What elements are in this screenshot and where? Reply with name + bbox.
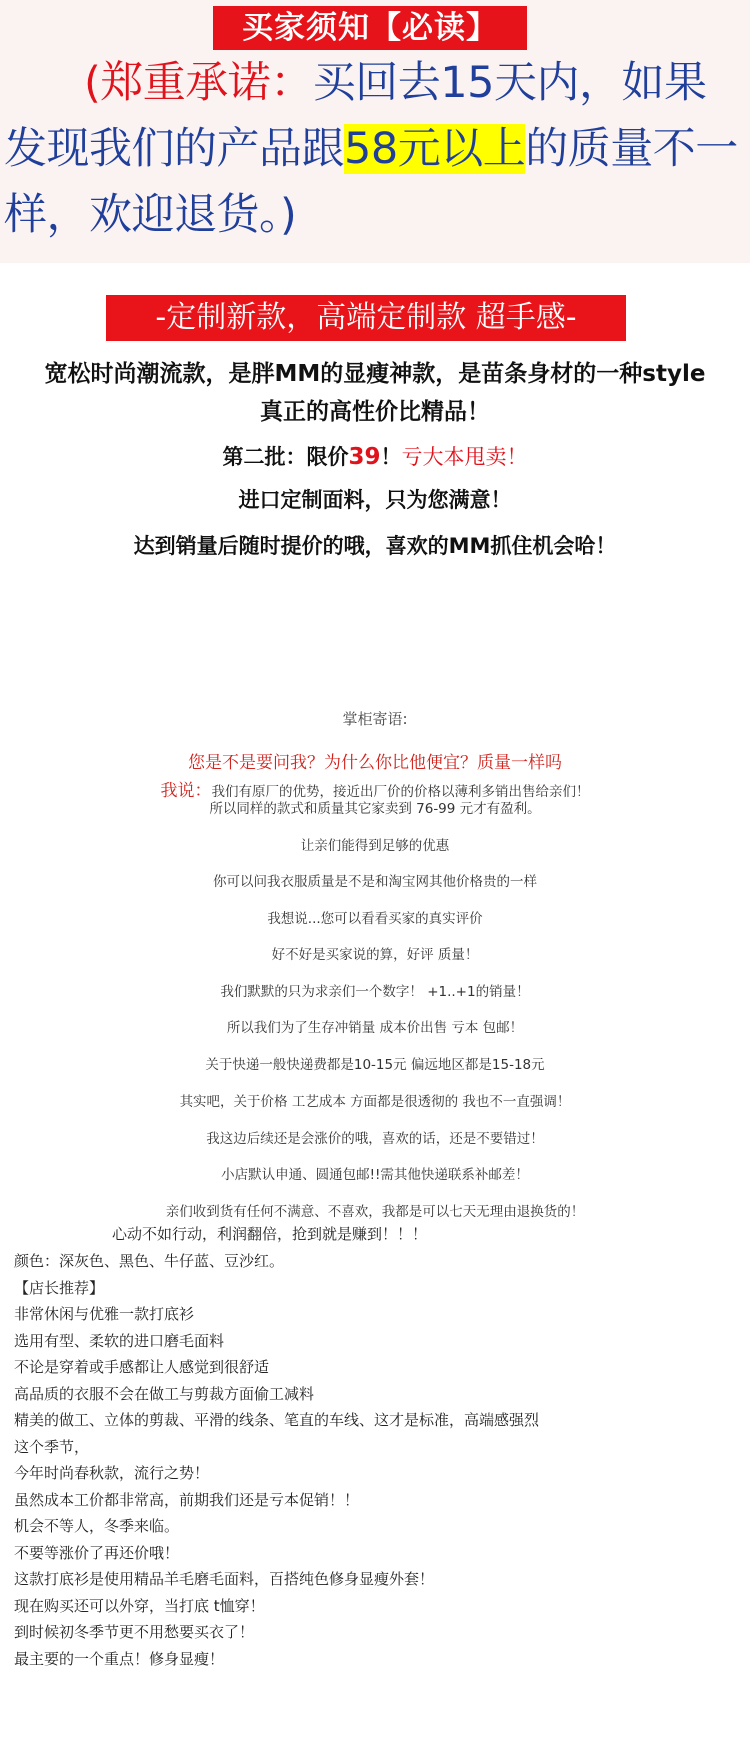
i-say-label: 我说： bbox=[160, 781, 212, 801]
notice-title: 买家须知【必读】 bbox=[213, 6, 527, 50]
detail-line: 精美的做工、立体的剪裁、平滑的线条、笔直的车线、这才是标准，高端感强烈 bbox=[14, 1411, 540, 1429]
detail-line: 现在购买还可以外穿，当打底 t恤穿！ bbox=[14, 1596, 265, 1615]
shopkeeper-line: 你可以问我衣服质量是不是和淘宝网其他价格贵的一样 bbox=[213, 874, 537, 890]
detail-line: 最主要的一个重点！修身显瘦！ bbox=[14, 1649, 225, 1668]
detail-line: 颜色：深灰色、黑色、牛仔蓝、豆沙红。 bbox=[14, 1252, 285, 1270]
notice-text-1: 买回去15天内，如果发现我们的产品跟 bbox=[4, 58, 707, 174]
notice-promise-label: 郑重承诺： bbox=[100, 58, 313, 108]
shopkeeper-line: 小店默认申通、圆通包邮!!需其他快递联系补邮差！ bbox=[221, 1167, 529, 1183]
shopkeeper-line: 所以同样的款式和质量其它家卖到 76-99 元才有盈利。 bbox=[209, 801, 541, 817]
shopkeeper-line: 好不好是买家说的算，好评 质量！ bbox=[271, 947, 479, 963]
shopkeeper-line: 其实吧，关于价格 工艺成本 方面都是很透彻的 我也不一直强调！ bbox=[179, 1094, 571, 1110]
headline-line-5: 达到销量后随时提价的哦，喜欢的MM抓住机会哈！ bbox=[133, 534, 617, 558]
notice-body bbox=[4, 50, 746, 248]
shopkeeper-line: 我们默默的只为求亲们一个数字！ +1..+1的销量！ bbox=[220, 984, 530, 1000]
detail-line: 这个季节， bbox=[14, 1437, 90, 1456]
notice-text-2: 的质量不一样，欢迎退货。) bbox=[4, 124, 738, 240]
shopkeeper-line: 亲们收到货有任何不满意、不喜欢，我都是可以七天无理由退换货的！ bbox=[165, 1204, 585, 1220]
headline-line-2: 真正的高性价比精品！ bbox=[260, 399, 490, 425]
detail-line: 这款打底衫是使用精品羊毛磨毛面料，百搭纯色修身显瘦外套！ bbox=[14, 1570, 435, 1588]
product-details bbox=[14, 1248, 744, 1672]
batch-price: 39 bbox=[348, 444, 381, 470]
detail-line: 机会不等人，冬季来临。 bbox=[14, 1517, 180, 1535]
loss-sale-text: 亏大本甩卖！ bbox=[401, 445, 528, 469]
detail-line: 非常休闲与优雅一款打底衫 bbox=[14, 1305, 195, 1323]
batch-price-line bbox=[0, 441, 750, 471]
shopkeeper-question: 您是不是要问我？为什么你比他便宜？质量一样吗 bbox=[188, 753, 562, 773]
buyer-notice bbox=[0, 0, 750, 263]
detail-line: 不要等涨价了再还价哦！ bbox=[14, 1543, 180, 1562]
shopkeeper-line: 让亲们能得到足够的优惠 bbox=[300, 838, 450, 854]
detail-line: 【店长推荐】 bbox=[14, 1278, 105, 1297]
notice-open-paren: ( bbox=[84, 58, 101, 108]
detail-line: 到时候初冬季节更不用愁要买衣了！ bbox=[14, 1623, 255, 1641]
action-line: 心动不如行动，利润翻倍，抢到就是赚到！！！ bbox=[112, 1225, 428, 1243]
shopkeeper-line: 我想说...您可以看看买家的真实评价 bbox=[267, 911, 483, 927]
batch-label: 第二批：限价 bbox=[222, 445, 349, 469]
batch-suffix: ！ bbox=[380, 445, 402, 469]
i-say-text: 我们有原厂的优势，接近出厂价的价格以薄利多销出售给亲们！ bbox=[211, 784, 590, 800]
custom-banner: -定制新款，高端定制款 超手感- bbox=[106, 295, 626, 341]
detail-line: 选用有型、柔软的进口磨毛面料 bbox=[14, 1331, 225, 1350]
detail-line: 今年时尚春秋款，流行之势！ bbox=[14, 1464, 210, 1482]
detail-line: 虽然成本工价都非常高，前期我们还是亏本促销！！ bbox=[14, 1490, 360, 1509]
detail-line: 不论是穿着或手感都让人感觉到很舒适 bbox=[14, 1358, 270, 1376]
shopkeeper-title: 掌柜寄语: bbox=[342, 710, 408, 728]
headline-line-4: 进口定制面料，只为您满意！ bbox=[238, 488, 512, 512]
shopkeeper-line: 所以我们为了生存冲销量 成本价出售 亏本 包邮！ bbox=[226, 1020, 524, 1036]
notice-highlight: 58元以上 bbox=[344, 124, 526, 174]
headline-line-1: 宽松时尚潮流款，是胖MM的显瘦神款，是苗条身材的一种style bbox=[44, 361, 706, 387]
shopkeeper-line: 关于快递一般快递费都是10-15元 偏远地区都是15-18元 bbox=[205, 1057, 545, 1073]
shopkeeper-line: 我这边后续还是会涨价的哦，喜欢的话，还是不要错过！ bbox=[206, 1131, 544, 1147]
detail-line: 高品质的衣服不会在做工与剪裁方面偷工减料 bbox=[14, 1384, 315, 1403]
